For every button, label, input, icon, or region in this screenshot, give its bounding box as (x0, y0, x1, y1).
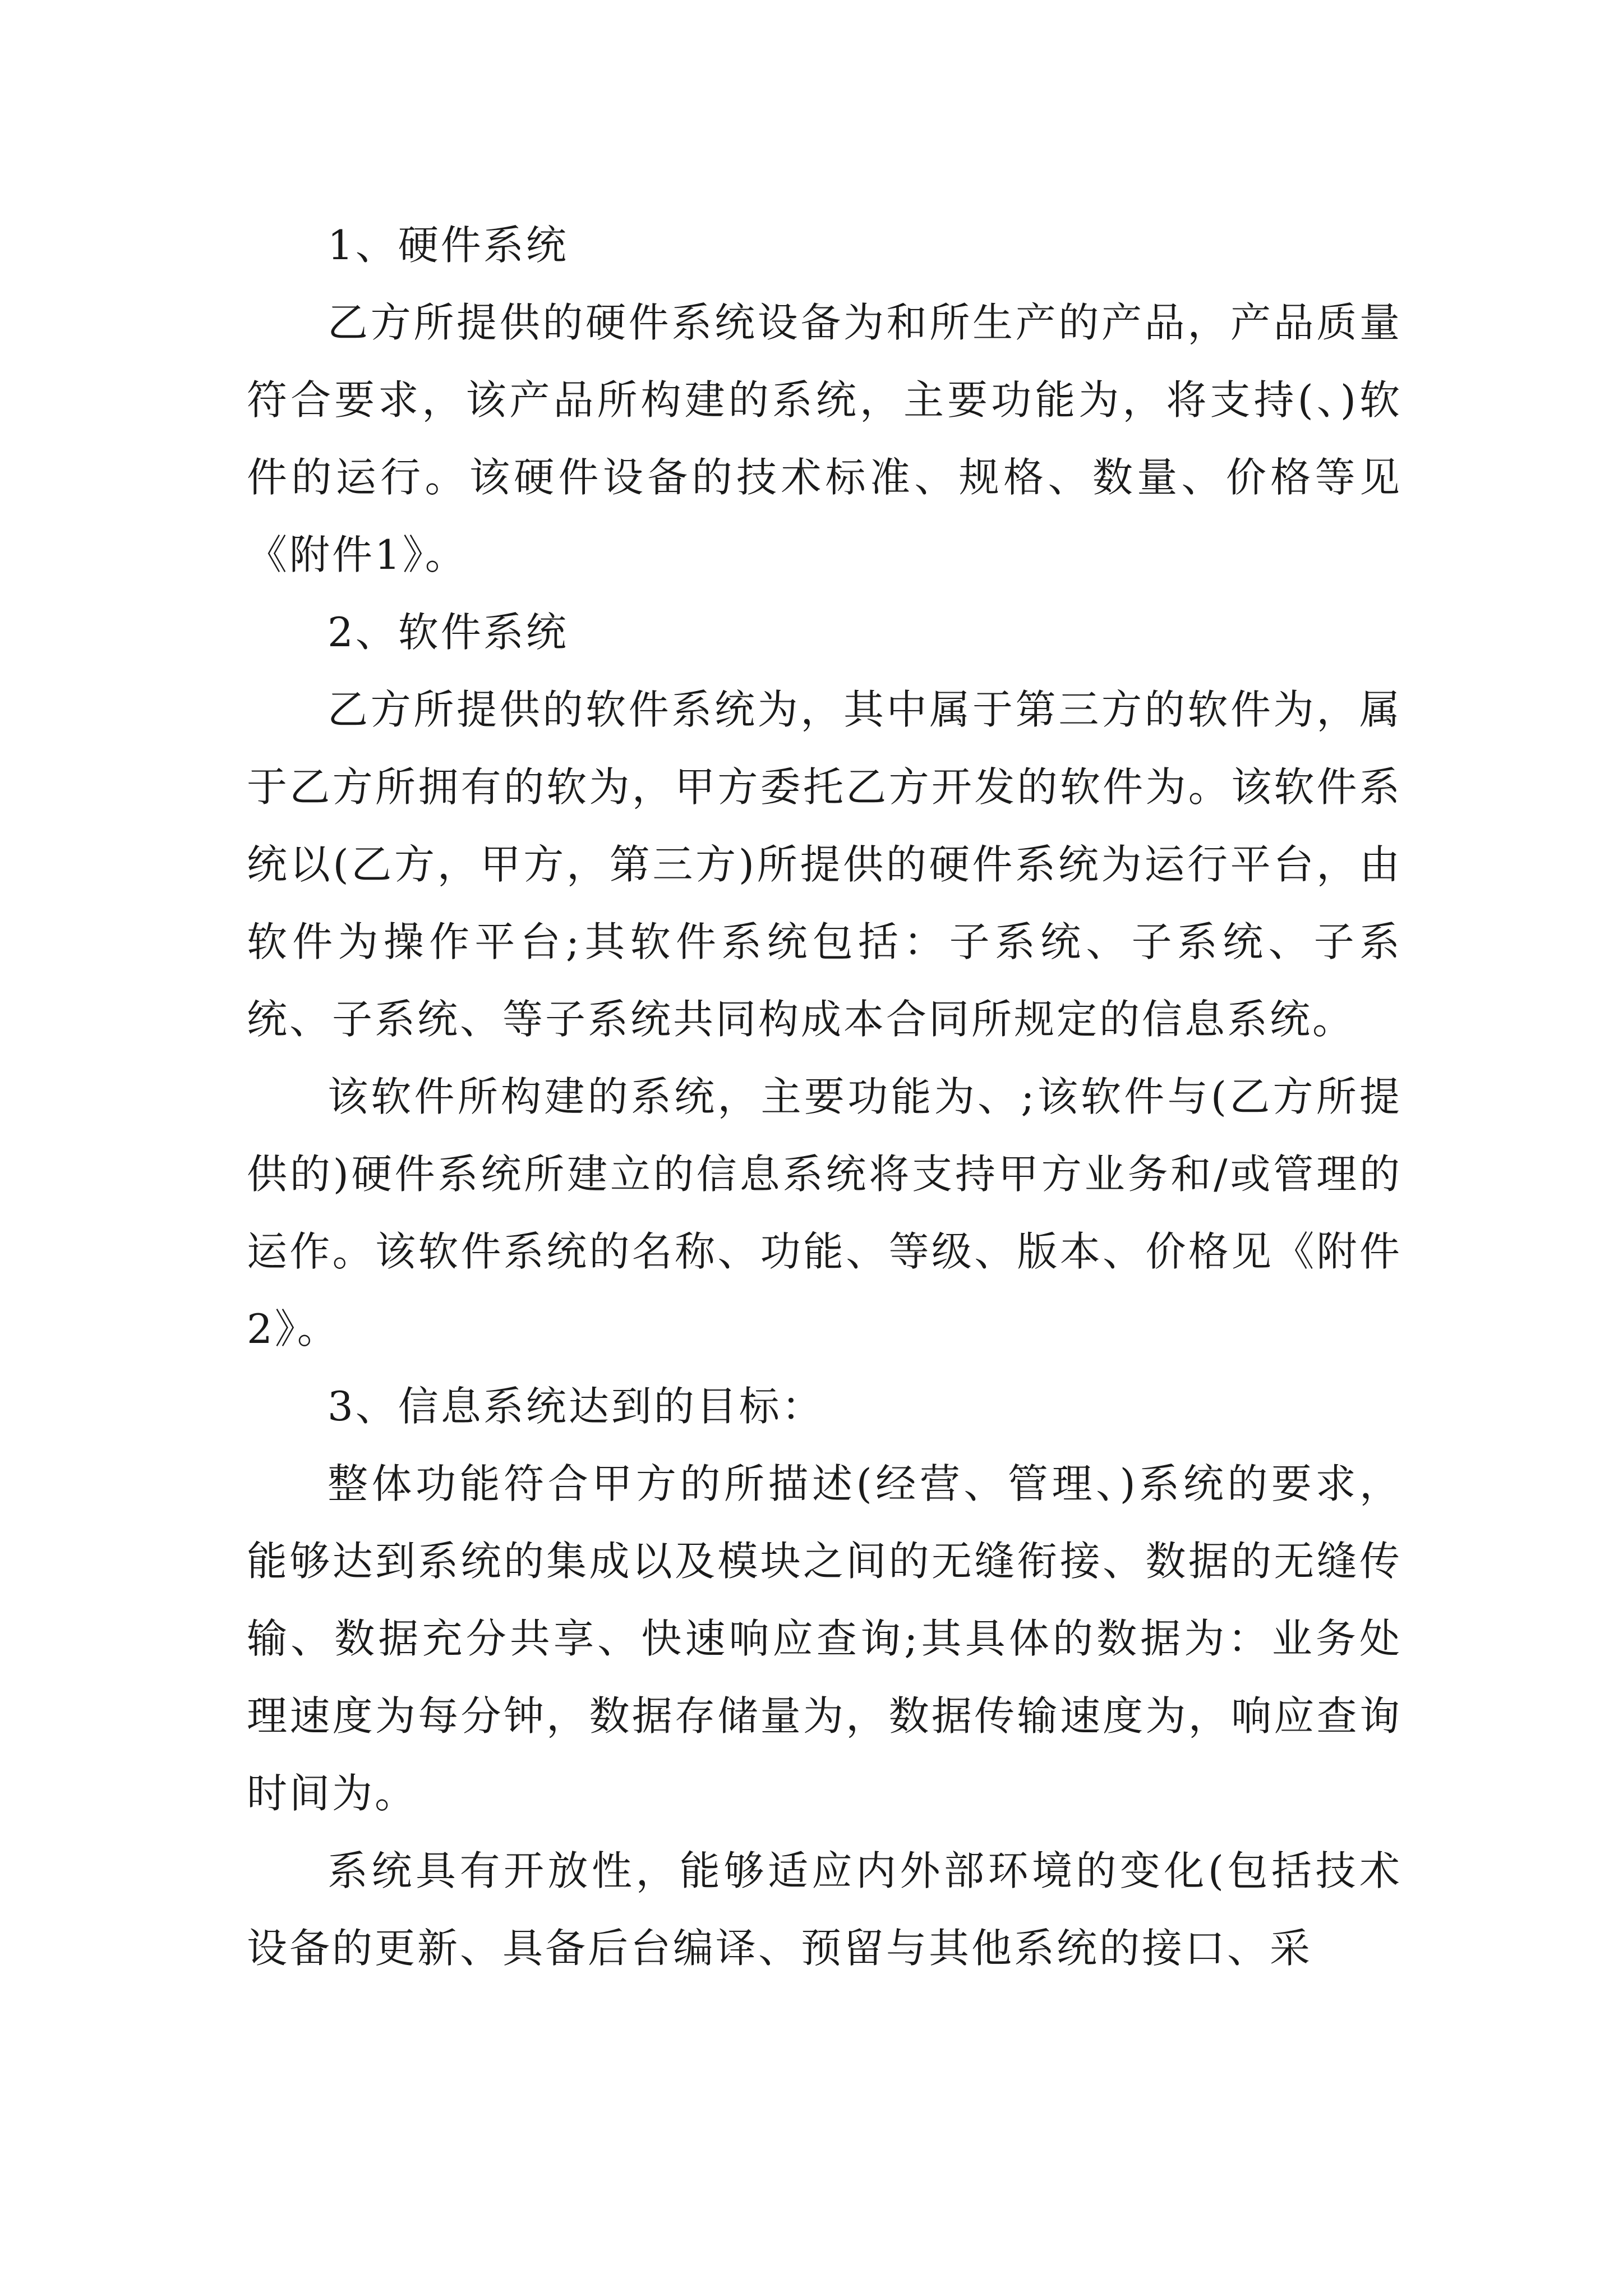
paragraph-software-functions: 该软件所构建的系统，主要功能为、;该软件与(乙方所提供的)硬件系统所建立的信息系统将支持甲方业务和/或管理的运作。该软件系统的名称、功能、等级、版本、价格见《附件2》。 (247, 1073, 1402, 1352)
section-heading-hardware: 1、硬件系统 (328, 222, 569, 269)
paragraph-software-description: 乙方所提供的软件系统为，其中属于第三方的软件为，属于乙方所拥有的软为，甲方委托乙方开发的软件为。该软件系统以(乙方，甲方，第三方)所提供的硬件系统为运行平台，由软件为操作平台;其软件系统包括：子系统、子系统、子系统、子系统、等子系统共同构成本合同所规定的信息系统。 (247, 686, 1402, 1043)
section-heading-software: 2、软件系统 (328, 609, 569, 656)
paragraph-goals-functionality: 整体功能符合甲方的所描述(经营、管理、)系统的要求，能够达到系统的集成以及模块之间的无缝衔接、数据的无缝传输、数据充分共享、快速响应查询;其具体的数据为：业务处理速度为每分钟，数据存储量为，数据传输速度为，响应查询时间为。 (247, 1460, 1402, 1817)
paragraph-hardware-description: 乙方所提供的硬件系统设备为和所生产的产品，产品质量符合要求，该产品所构建的系统，主要功能为，将支持(、)软件的运行。该硬件设备的技术标准、规格、数量、价格等见《附件1》。 (247, 299, 1402, 578)
paragraph-goals-openness: 系统具有开放性，能够适应内外部环境的变化(包括技术设备的更新、具备后台编译、预留与其他系统的接口、采 (247, 1847, 1402, 1972)
document-body (247, 206, 1402, 1987)
section-heading-goals: 3、信息系统达到的目标： (328, 1383, 824, 1430)
